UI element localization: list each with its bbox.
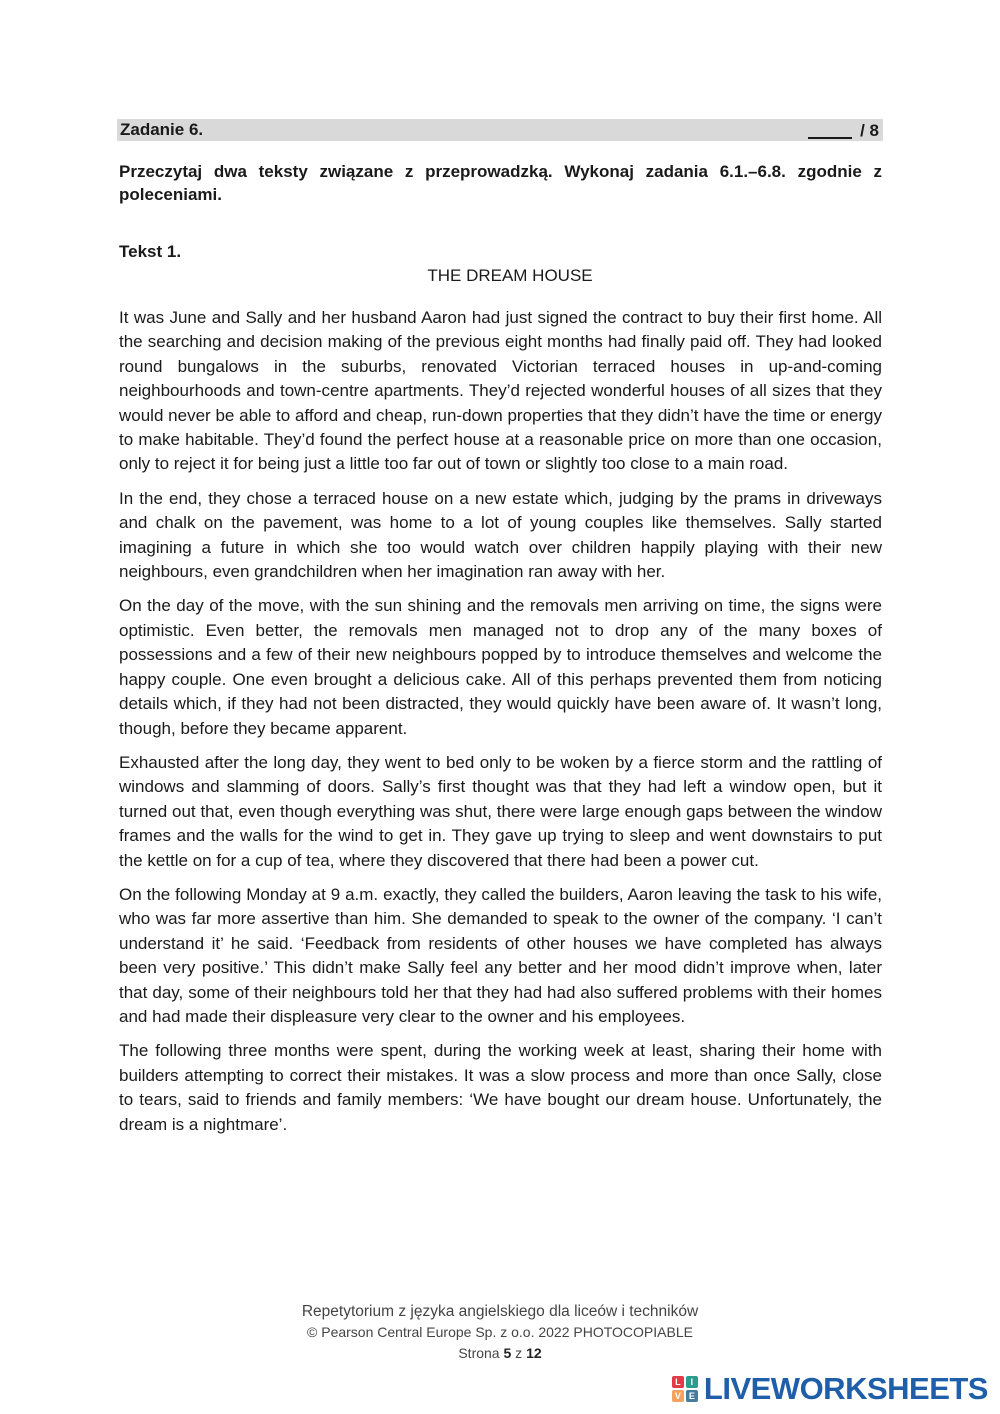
footer-publication: Repetytorium z języka angielskiego dla liceów i techników bbox=[301, 1303, 699, 1320]
task-instructions: Przeczytaj dwa teksty związane z przeprowadzką. Wykonaj zadania 6.1.–6.8. zgodnie z poleceniami. bbox=[119, 162, 882, 204]
logo-letter: L bbox=[672, 1376, 684, 1388]
text-title: THE DREAM HOUSE bbox=[427, 266, 593, 285]
task-score bbox=[808, 120, 879, 141]
page-total: 12 bbox=[526, 1345, 542, 1361]
footer-copyright: © Pearson Central Europe Sp. z o.o. 2022 PHOTOCOPIABLE bbox=[307, 1324, 693, 1340]
page-footer bbox=[0, 1301, 1000, 1364]
score-blank-field[interactable] bbox=[808, 120, 852, 139]
paragraph: It was June and Sally and her husband Aaron had just signed the contract to buy their first home. All the searching and decision making of the previous eight months had finally paid off. They had looked round bungalows in the suburbs, renovated Victorian terraced houses in up-and-coming neighbourhoods and town-centre apartments. They’d rejected wonderful houses of all sizes that they would never be able to afford and cheap, run-down properties that they didn’t have the time or energy to make habitable. They’d found the perfect house at a reasonable price on more than one occasion, only to reject it for being just a little too far out of town or slightly too close to a main road. bbox=[119, 308, 882, 474]
logo-letter: I bbox=[686, 1376, 698, 1388]
task-header bbox=[117, 119, 883, 141]
page-prefix: Strona bbox=[458, 1345, 500, 1361]
brand-name: LIVEWORKSHEETS bbox=[703, 1371, 988, 1406]
text-body bbox=[119, 306, 882, 1147]
liveworksheets-logo-icon bbox=[672, 1376, 698, 1402]
paragraph: The following three months were spent, during the working week at least, sharing their home with builders attempting to correct their mistakes. It was a slow process and more than once Sally, close to tears, said to friends and family members: ‘We have bought our dream house. Unfortunately, the dream is a nightmare’. bbox=[119, 1041, 882, 1134]
paragraph: On the following Monday at 9 a.m. exactly, they called the builders, Aaron leaving the task to his wife, who was far more assertive than him. She demanded to speak to the owner of the company. ‘I can’t understand it’ he said. ‘Feedback from residents of other houses we have completed has always been very positive.’ This didn’t make Sally feel any better and her mood didn’t improve when, later that day, some of their neighbours told her that they had had also suffered problems with their homes and had made their displeasure very clear to the owner and his employees. bbox=[119, 884, 882, 1026]
page-sep: z bbox=[515, 1345, 523, 1361]
logo-letter: E bbox=[686, 1390, 698, 1402]
page-number bbox=[0, 1343, 1000, 1364]
text-label: Tekst 1. bbox=[119, 242, 182, 261]
page-current: 5 bbox=[503, 1345, 512, 1361]
liveworksheets-brand[interactable] bbox=[672, 1372, 988, 1406]
score-total: / 8 bbox=[860, 120, 879, 140]
paragraph: Exhausted after the long day, they went to bed only to be woken by a fierce storm and the rattling of windows and slamming of doors. Sally’s first thought was that they had left a window open, but it turned out that, even though everything was shut, there were large enough gaps between the window frames and the walls for the wind to get in. They gave up trying to sleep and went downstairs to put the kettle on for a cup of tea, where they discovered that there had been a power cut. bbox=[119, 752, 882, 870]
logo-letter: V bbox=[672, 1390, 684, 1402]
paragraph: On the day of the move, with the sun shining and the removals men arriving on time, the signs were optimistic. Even better, the removals men managed not to drop any of the many boxes of possessions and a few of their new neighbours popped by to introduce themselves and welcome the happy couple. One even brought a delicious cake. All of this perhaps prevented them from noticing details which, if they had not been distracted, they would quickly have been aware of. It wasn’t long, though, before they became apparent. bbox=[119, 596, 882, 738]
task-title: Zadanie 6. bbox=[120, 120, 204, 139]
paragraph: In the end, they chose a terraced house on a new estate which, judging by the prams in driveways and chalk on the pavement, was home to a lot of young couples like themselves. Sally started imagining a future in which she too would watch over children happily playing with their new neighbours, even grandchildren when her imagination ran away with her. bbox=[119, 488, 882, 582]
